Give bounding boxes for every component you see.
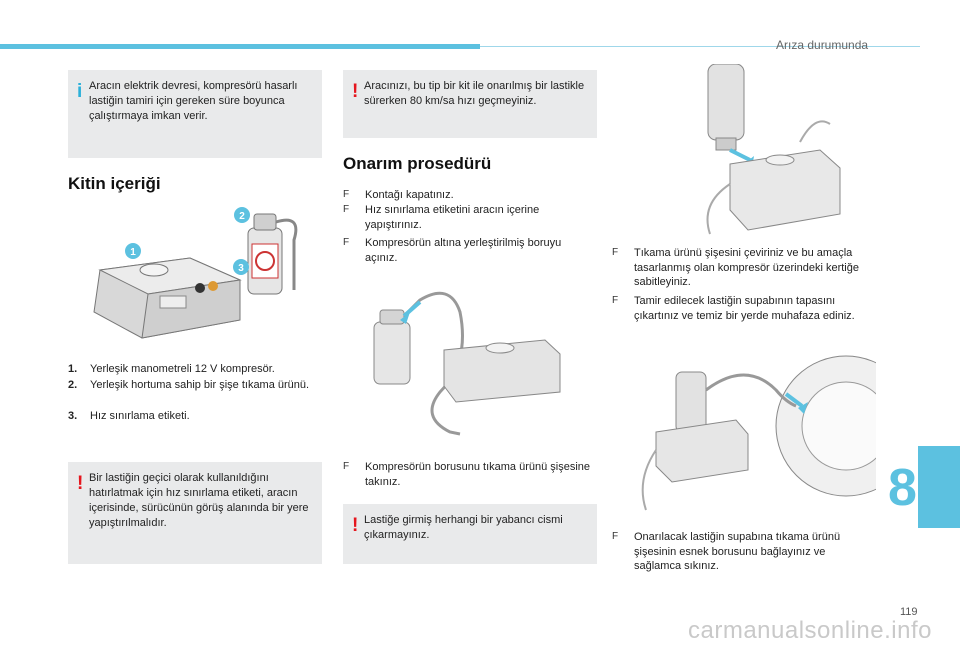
step-text: Hız sınırlama etiketini aracın içerine yapıştırınız. <box>365 204 540 231</box>
warning-box <box>343 504 597 564</box>
info-box-text: Aracın elektrik devresi, kompresörü hasarlı lastiğin tamiri için gereken süre boyunca çalıştırmaya imkan verir. <box>89 80 298 122</box>
warning-icon: ! <box>352 515 359 536</box>
warning-box <box>68 462 322 564</box>
step-text: Tamir edilecek lastiğin supabının tapasını çıkartınız ve temiz bir yerde muhafaza ediniz. <box>634 295 855 322</box>
section-title: Arıza durumunda <box>776 38 869 52</box>
callout-3: 3 <box>238 263 244 274</box>
warning-box-text: Aracınızı, bu tip bir kit ile onarılmış bir lastikle sürerken 80 km/sa hızı geçmeyiniz. <box>364 80 585 107</box>
item-number: 3. <box>68 410 78 422</box>
chapter-number: 8 <box>888 459 917 517</box>
watermark: carmanualsonline.info <box>688 617 932 644</box>
bullet-icon: F <box>612 531 619 542</box>
step-text: Kontağı kapatınız. <box>365 189 454 201</box>
procedure-step <box>343 188 593 203</box>
procedure-step <box>612 530 872 574</box>
bottle-mount-illustration <box>690 64 850 239</box>
warning-icon: ! <box>77 473 84 494</box>
repair-procedure-heading: Onarım prosedürü <box>343 154 492 173</box>
hose-connect-illustration <box>360 282 580 442</box>
item-text: Yerleşik manometreli 12 V kompresör. <box>90 363 275 375</box>
item-text: Yerleşik hortuma sahip bir şişe tıkama ürünü. <box>90 379 310 391</box>
procedure-step <box>343 203 593 232</box>
bullet-icon: F <box>343 204 350 215</box>
item-number: 2. <box>68 379 78 391</box>
info-box <box>68 70 322 158</box>
kit-contents-illustration <box>80 200 310 350</box>
bullet-icon: F <box>343 237 350 248</box>
list-item <box>68 409 318 424</box>
chapter-tab <box>888 446 960 528</box>
header-accent-bar <box>0 44 480 49</box>
callout-1: 1 <box>130 247 136 258</box>
warning-box-text: Bir lastiğin geçici olarak kullanıldığını hatırlatmak için hız sınırlama etiketi, aracın içerisinde, sürücünün görüş alanında bir yere yapıştırılmalıdır. <box>89 472 309 529</box>
procedure-step <box>343 236 593 265</box>
bullet-icon: F <box>343 461 350 472</box>
info-icon: i <box>77 81 83 102</box>
valve-connect-illustration <box>636 350 876 518</box>
kit-contents-heading: Kitin içeriği <box>68 174 161 193</box>
step-text: Kompresörün borusunu tıkama ürünü şişesine takınız. <box>365 461 591 488</box>
item-text: Hız sınırlama etiketi. <box>90 410 190 422</box>
step-text: Kompresörün altına yerleştirilmiş boruyu açınız. <box>365 237 562 264</box>
step-text: Onarılacak lastiğin supabına tıkama ürünü şişesinin esnek borusunu bağlayınız ve sağlamca sıkınız. <box>634 531 841 572</box>
item-number: 1. <box>68 363 78 375</box>
warning-box-text: Lastiğe girmiş herhangi bir yabancı cismi çıkarmayınız. <box>364 514 563 541</box>
list-item <box>68 362 318 377</box>
warning-box <box>343 70 597 138</box>
warning-icon: ! <box>352 81 359 102</box>
procedure-step <box>612 246 872 290</box>
bullet-icon: F <box>612 247 619 258</box>
bullet-icon: F <box>612 295 619 306</box>
list-item <box>68 378 318 393</box>
step-text: Tıkama ürünü şişesini çeviriniz ve bu amaçla tasarlanmış olan kompresör üzerindeki kertiğe sabitleyiniz. <box>634 247 859 288</box>
callout-2: 2 <box>239 211 245 222</box>
page-number: 119 <box>900 606 918 618</box>
procedure-step <box>612 294 872 323</box>
bullet-icon: F <box>343 189 350 200</box>
procedure-step <box>343 460 593 489</box>
